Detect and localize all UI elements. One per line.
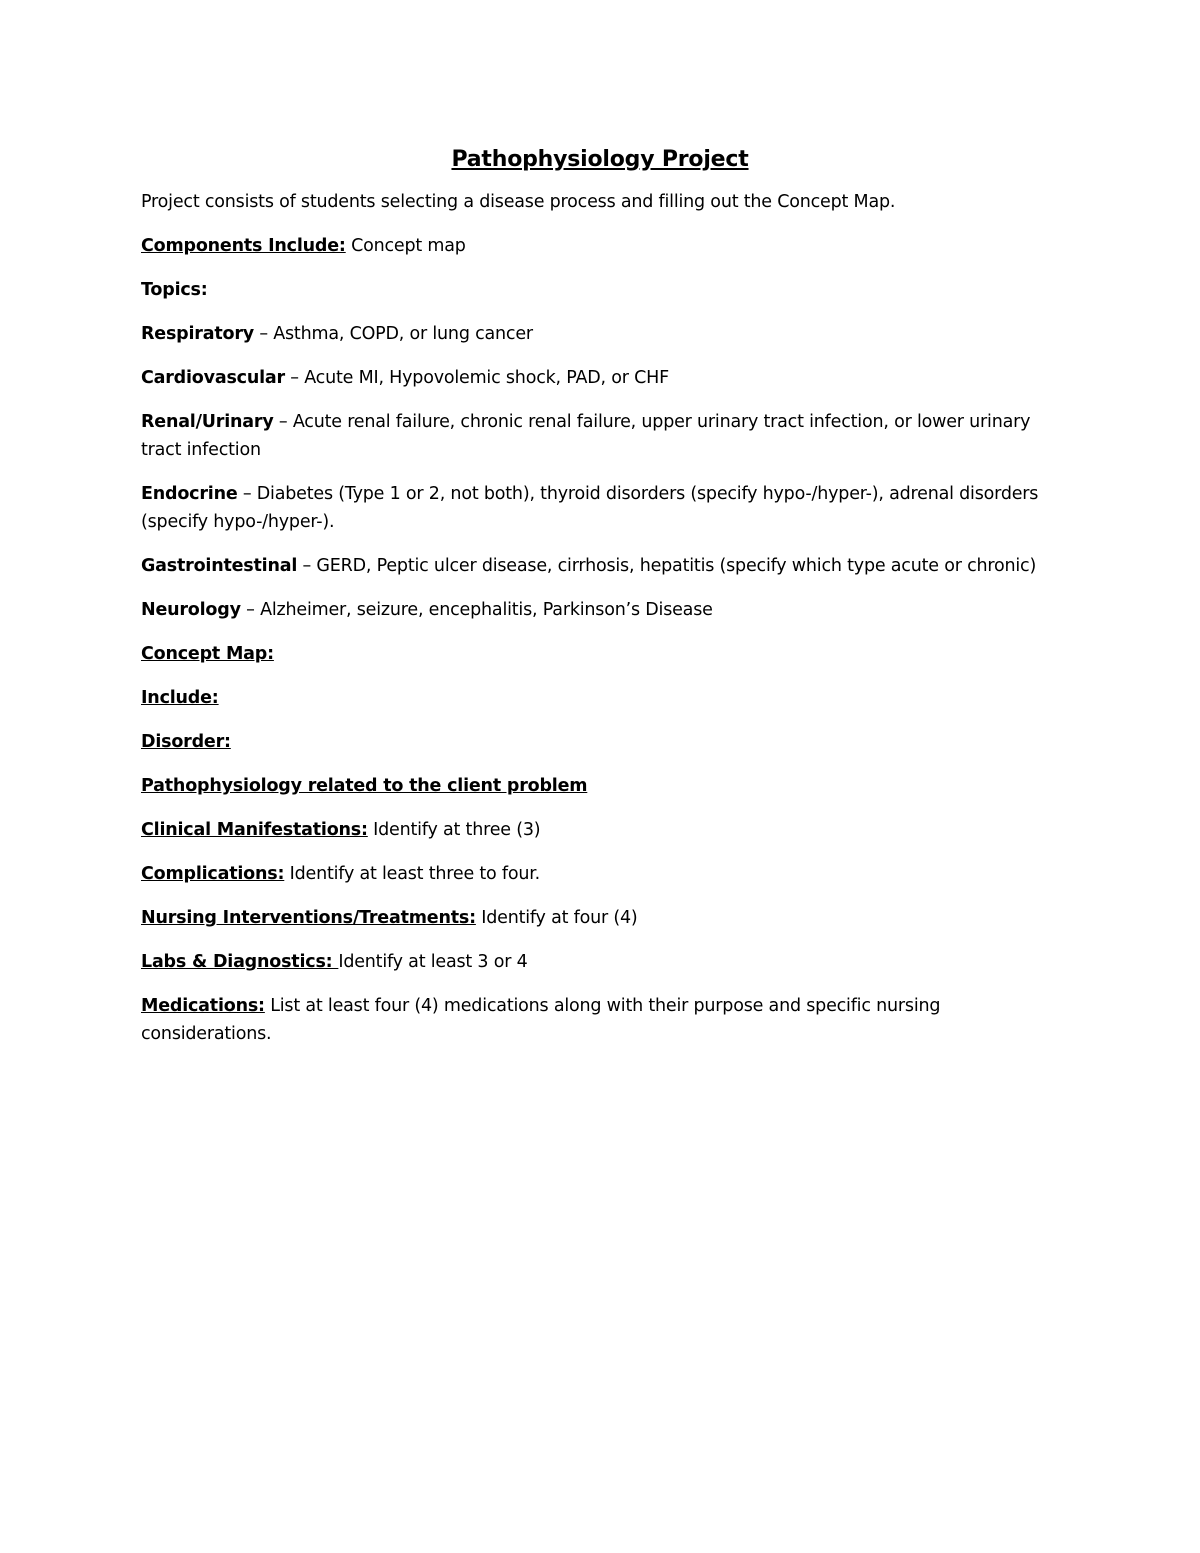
topic-text: – GERD, Peptic ulcer disease, cirrhosis, hepatitis (specify which type acute or chronic) [297, 556, 1037, 576]
concept-map-label: Concept Map: [141, 644, 274, 664]
topics-label: Topics: [141, 280, 208, 300]
pathophysiology-label: Pathophysiology related to the client problem [141, 776, 588, 796]
include-heading [141, 684, 1061, 712]
components-paragraph [141, 232, 1061, 260]
requirement-text: Identify at least 3 or 4 [338, 952, 528, 972]
topic-endocrine [141, 480, 1061, 536]
concept-map-heading [141, 640, 1061, 668]
topic-text: – Diabetes (Type 1 or 2, not both), thyroid disorders (specify hypo-/hyper-), adrenal disorders (specify hypo-/hyper-). [141, 484, 1039, 532]
requirement-label: Complications: [141, 864, 285, 884]
topic-neurology [141, 596, 1061, 624]
topic-label: Renal/Urinary [141, 412, 274, 432]
requirement-complications [141, 860, 1061, 888]
requirement-text: Identify at four (4) [475, 908, 638, 928]
document-body [141, 144, 1061, 1064]
topic-respiratory [141, 320, 1061, 348]
topic-cardiovascular [141, 364, 1061, 392]
topic-text: – Alzheimer, seizure, encephalitis, Parkinson’s Disease [240, 600, 713, 620]
topic-text: – Asthma, COPD, or lung cancer [253, 324, 533, 344]
topic-text: – Acute MI, Hypovolemic shock, PAD, or CHF [284, 368, 669, 388]
components-text: Concept map [345, 236, 466, 256]
topics-heading [141, 276, 1061, 304]
disorder-label: Disorder: [141, 732, 231, 752]
topic-gastrointestinal [141, 552, 1061, 580]
include-label: Include: [141, 688, 219, 708]
topic-text: – Acute renal failure, chronic renal failure, upper urinary tract infection, or lower urinary tract infection [141, 412, 1031, 460]
components-label: Components Include: [141, 236, 346, 256]
topic-label: Cardiovascular [141, 368, 285, 388]
intro-paragraph [141, 188, 1061, 216]
topic-label: Neurology [141, 600, 241, 620]
requirement-text: List at least four (4) medications along with their purpose and specific nursing considerations. [141, 996, 941, 1044]
topic-label: Gastrointestinal [141, 556, 298, 576]
requirement-medications [141, 992, 1061, 1048]
requirement-label: Nursing Interventions/Treatments: [141, 908, 476, 928]
intro-text: Project consists of students selecting a disease process and filling out the Concept Map. [141, 192, 896, 212]
requirement-text: Identify at three (3) [367, 820, 541, 840]
topic-renal-urinary [141, 408, 1061, 464]
document-title: Pathophysiology Project [451, 147, 749, 172]
requirement-label: Medications: [141, 996, 265, 1016]
topic-label: Respiratory [141, 324, 254, 344]
requirement-clinical-manifestations [141, 816, 1061, 844]
requirement-text: Identify at least three to four. [284, 864, 541, 884]
requirement-label: Labs & Diagnostics: [141, 952, 339, 972]
requirement-labs-diagnostics [141, 948, 1061, 976]
requirement-label: Clinical Manifestations: [141, 820, 368, 840]
topic-label: Endocrine [141, 484, 238, 504]
pathophysiology-heading [141, 772, 1061, 800]
requirement-nursing-interventions [141, 904, 1061, 932]
disorder-heading [141, 728, 1061, 756]
